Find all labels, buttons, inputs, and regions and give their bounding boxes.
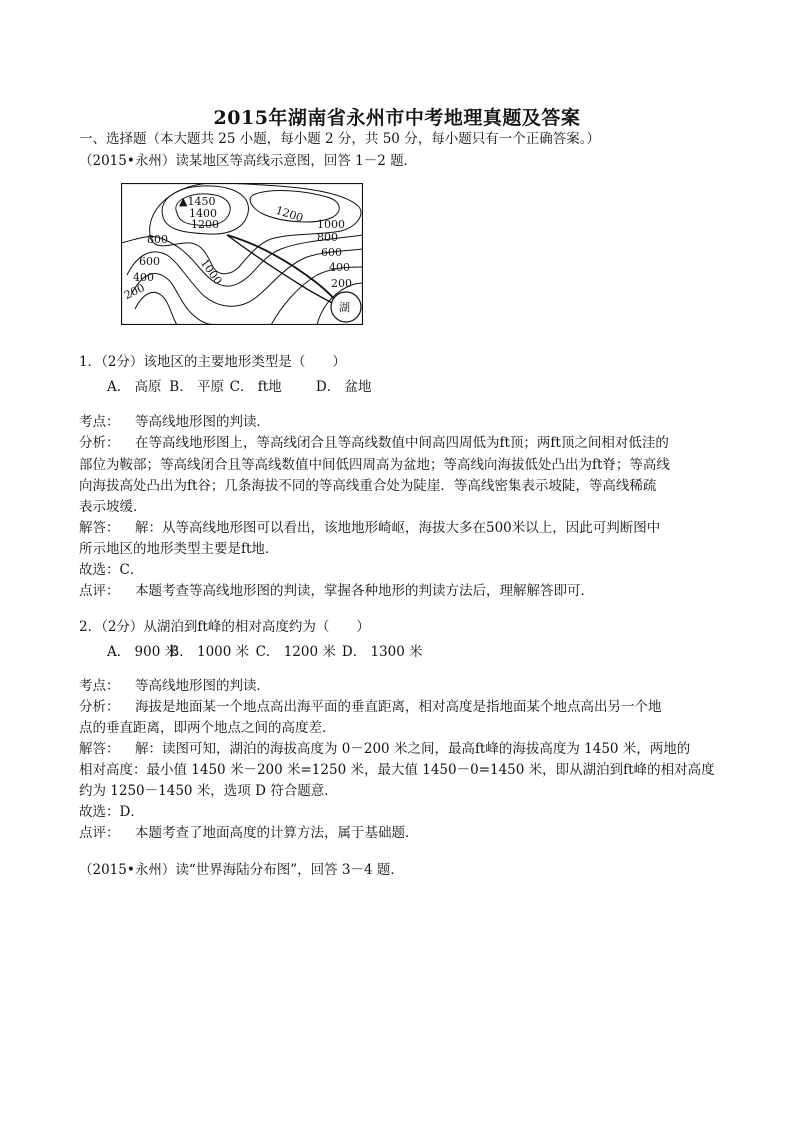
fenxi-label: 分析： bbox=[79, 699, 120, 715]
dianping-label: 点评： bbox=[79, 583, 120, 599]
contour-label: 400 bbox=[329, 261, 350, 274]
contour-label: 800 bbox=[147, 233, 168, 246]
jieda-line: 解：读图可知，湖泊的海拔高度为 0－200 米之间，最高ft峰的海拔高度为 1450 米，两地的 bbox=[135, 741, 691, 757]
kaodian-label: 考点： bbox=[79, 678, 120, 694]
contour-label: 800 bbox=[317, 231, 338, 244]
contour-label: 1200 bbox=[274, 203, 305, 225]
fenxi-line: 在等高线地形图上，等高线闭合且等高线数值中间高四周低为ft顶；两ft顶之间相对低洼的 bbox=[135, 435, 669, 451]
contour-label: 200 bbox=[122, 281, 147, 303]
page-title: 2015年湖南省永州市中考地理真题及答案 bbox=[213, 107, 581, 129]
contour-label: 200 bbox=[331, 277, 352, 290]
dianping-text: 本题考查了地面高度的计算方法，属于基础题． bbox=[135, 825, 419, 841]
q2-option-a: A． 900 米 bbox=[107, 644, 179, 660]
fenxi-line: 点的垂直距离，即两个地点之间的高度差． bbox=[79, 720, 336, 736]
section-heading: 一、选择题（本大题共 25 小题，每小题 2 分，共 50 分，每小题只有一个正确答案。） bbox=[79, 131, 600, 147]
group1-intro: （2015•永州）读某地区等高线示意图，回答 1－2 题． bbox=[79, 153, 418, 169]
fenxi-line: 海拔是地面某一个地点高出海平面的垂直距离，相对高度是指地面某个地点高出另一个地 bbox=[135, 699, 662, 715]
jieda-label: 解答： bbox=[79, 520, 120, 536]
jieda-line: 约为 1250－1450 米，选项 D 符合题意． bbox=[79, 783, 338, 799]
q1-kaodian bbox=[79, 412, 270, 432]
q1-options bbox=[107, 375, 372, 395]
q2-answer: 故选：D． bbox=[79, 804, 144, 820]
contour-label: 1400 bbox=[189, 207, 217, 220]
q2-option-c: C． 1200 米 bbox=[255, 644, 336, 660]
q1-answer: 故选：C． bbox=[79, 562, 144, 578]
q2-options bbox=[107, 640, 423, 660]
q1-option-a: A． 高原 bbox=[107, 379, 162, 395]
fenxi-line: 表示坡缓． bbox=[79, 499, 147, 515]
contour-200 bbox=[135, 292, 177, 325]
contour-label: ▲1450 bbox=[179, 195, 216, 208]
contour-label: 1200 bbox=[191, 218, 219, 231]
kaodian-text: 等高线地形图的判读． bbox=[135, 414, 270, 430]
jieda-label: 解答： bbox=[79, 741, 120, 757]
q1-option-d: D． 盆地 bbox=[315, 379, 372, 395]
fenxi-label: 分析： bbox=[79, 435, 120, 451]
fenxi-line: 向海拔高处凸出为ft谷；几条海拔不同的等高线重合处为陡崖．等高线密集表示坡陡，等高线稀疏 bbox=[79, 478, 657, 494]
dianping-text: 本题考查等高线地形图的判读，掌握各种地形的判读方法后，理解解答即可． bbox=[135, 583, 594, 599]
q2-option-d: D． 1300 米 bbox=[341, 644, 423, 660]
contour-map bbox=[121, 183, 363, 325]
jieda-line: 相对高度：最小值 1450 米－200 米=1250 米，最大值 1450－0=1450 米，即从湖泊到ft峰的相对高度 bbox=[79, 762, 715, 778]
contour-label: 600 bbox=[139, 255, 160, 268]
q1-jieda bbox=[79, 518, 660, 538]
q2-fenxi bbox=[79, 697, 662, 717]
q1-dianping bbox=[79, 581, 594, 601]
contour-label: 400 bbox=[133, 271, 154, 284]
contour-label: 600 bbox=[321, 246, 342, 259]
q2-jieda bbox=[79, 739, 690, 759]
kaodian-text: 等高线地形图的判读． bbox=[135, 678, 270, 694]
q1-stem: 1．（2分）该地区的主要地形类型是（ ） bbox=[79, 354, 346, 370]
contour-label: 1000 bbox=[197, 256, 225, 288]
q2-stem: 2．（2分）从湖泊到ft峰的相对高度约为（ ） bbox=[79, 619, 370, 635]
jieda-line: 解：从等高线地形图可以看出，该地地形崎岖，海拔大多在500米以上，因此可判断图中 bbox=[135, 520, 661, 536]
kaodian-label: 考点： bbox=[79, 414, 120, 430]
fenxi-line: 部位为鞍部；等高线闭合且等高线数值中间低四周高为盆地；等高线向海拔低处凸出为ft脊；等高线 bbox=[79, 457, 670, 473]
contour-map-svg bbox=[121, 183, 363, 325]
jieda-line: 所示地区的地形类型主要是ft地． bbox=[79, 541, 279, 557]
q1-option-b: B． 平原 bbox=[169, 379, 225, 395]
q2-option-b: B． 1000 米 bbox=[169, 644, 250, 660]
dianping-label: 点评： bbox=[79, 825, 120, 841]
q1-option-c: C． ft地 bbox=[229, 379, 282, 395]
contour-label: 1000 bbox=[317, 218, 345, 231]
q2-kaodian bbox=[79, 676, 270, 696]
lake-label: 湖 bbox=[339, 301, 350, 314]
q2-dianping bbox=[79, 823, 419, 843]
group2-intro: （2015•永州）读“世界海陆分布图”，回答 3－4 题． bbox=[79, 862, 404, 878]
q1-fenxi bbox=[79, 433, 669, 453]
